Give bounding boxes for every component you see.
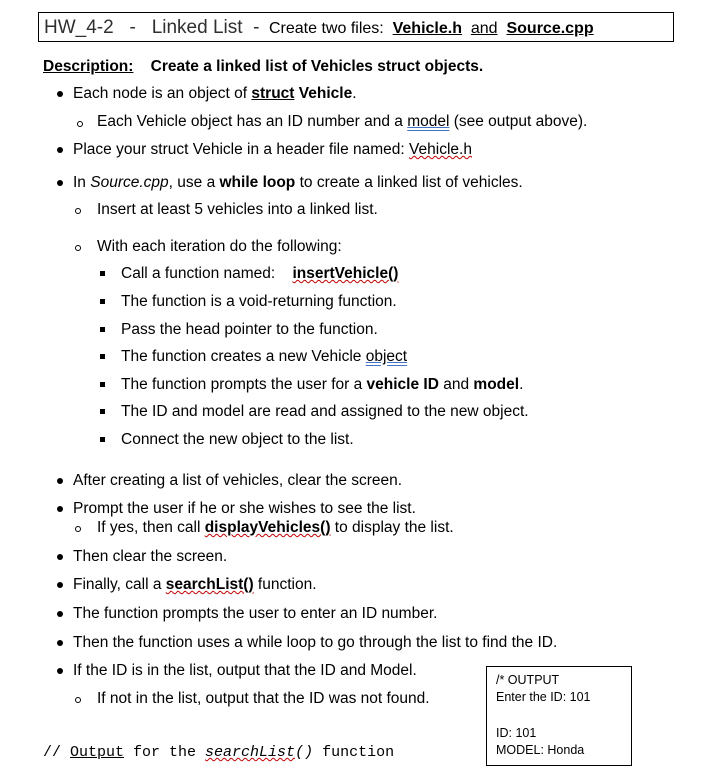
file-vehicle-h: Vehicle.h: [392, 20, 462, 37]
separator: -: [129, 17, 136, 38]
list-item: The function prompts the user for a vehicle ID and model.: [121, 376, 524, 393]
list-item: Pass the head pointer to the function.: [121, 321, 378, 338]
list-item: The function is a void-returning function.: [121, 293, 397, 310]
list-item: With each iteration do the following:: [97, 238, 342, 255]
title-box: [38, 12, 674, 42]
list-item: Finally, call a searchList() function.: [73, 576, 317, 593]
list-item: In Source.cpp, use a while loop to create a linked list of vehicles.: [73, 174, 523, 191]
list-item: After creating a list of vehicles, clear the screen.: [73, 472, 403, 489]
bullet-circle: [75, 697, 81, 703]
list-item: Then the function uses a while loop to go through the list to find the ID.: [73, 634, 558, 651]
bullet-square: [100, 299, 105, 304]
create-text: Create two files:: [269, 20, 384, 37]
struct-keyword: struct: [251, 85, 295, 102]
bullet-square: [100, 382, 105, 387]
bullet-dot: [57, 668, 63, 674]
bullet-square: [100, 327, 105, 332]
bullet-dot: [57, 91, 63, 97]
description-label: Description:: [43, 58, 134, 75]
list-item: Call a function named: insertVehicle(): [121, 265, 399, 282]
output-line: /* OUTPUT: [496, 673, 560, 687]
description-text: Create a linked list of Vehicles struct objects.: [150, 58, 484, 75]
list-item: Each node is an object of struct Vehicle.: [73, 85, 357, 102]
bullet-dot: [57, 506, 63, 512]
bullet-square: [100, 354, 105, 359]
list-item: Place your struct Vehicle in a header file named: Vehicle.h: [73, 141, 472, 158]
list-item: If the ID is in the list, output that the ID and Model.: [73, 662, 417, 679]
bullet-dot: [57, 582, 63, 588]
hw-number: HW_4-2: [44, 17, 114, 38]
list-item: The ID and model are read and assigned to the new object.: [121, 403, 529, 420]
and-text: and: [470, 20, 498, 37]
bullet-square: [100, 437, 105, 442]
bullet-dot: [57, 640, 63, 646]
display-vehicles-fn: displayVehicles(): [204, 519, 331, 536]
bullet-square: [100, 271, 105, 276]
bullet-circle: [75, 526, 81, 532]
separator: -: [253, 17, 260, 38]
bullet-circle: [75, 208, 81, 214]
list-item: Connect the new object to the list.: [121, 431, 354, 448]
topic: Linked List: [151, 17, 243, 38]
code-comment: // Output for the searchList() function: [43, 744, 395, 761]
list-item: The function creates a new Vehicle object: [121, 348, 408, 365]
bullet-circle: [75, 245, 81, 251]
bullet-dot: [57, 611, 63, 617]
bullet-square: [100, 409, 105, 414]
bullet-dot: [57, 554, 63, 560]
file-source-cpp: Source.cpp: [506, 20, 594, 37]
description: [43, 58, 483, 76]
bullet-dot: [57, 147, 63, 153]
title-main: [44, 17, 259, 39]
list-item: Insert at least 5 vehicles into a linked list.: [97, 201, 378, 218]
list-item: Each Vehicle object has an ID number and a model (see output above).: [97, 113, 588, 130]
list-item: The function prompts the user to enter an ID number.: [73, 605, 438, 622]
bullet-dot: [57, 478, 63, 484]
output-line: Enter the ID: 101: [496, 690, 591, 704]
search-list-fn: searchList(): [165, 576, 254, 593]
list-item: Then clear the screen.: [73, 548, 228, 565]
output-line: ID: 101: [496, 726, 537, 740]
bullet-dot: [57, 180, 63, 186]
bullet-circle: [77, 121, 83, 127]
insert-vehicle-fn: insertVehicle(): [292, 265, 399, 282]
list-item: If not in the list, output that the ID was not found.: [97, 690, 430, 707]
output-line: MODEL: Honda: [496, 743, 585, 757]
list-item: Prompt the user if he or she wishes to see the list.: [73, 500, 416, 517]
title-files: [269, 20, 594, 38]
list-item: If yes, then call displayVehicles() to display the list.: [97, 519, 454, 536]
output-box: [486, 666, 632, 766]
